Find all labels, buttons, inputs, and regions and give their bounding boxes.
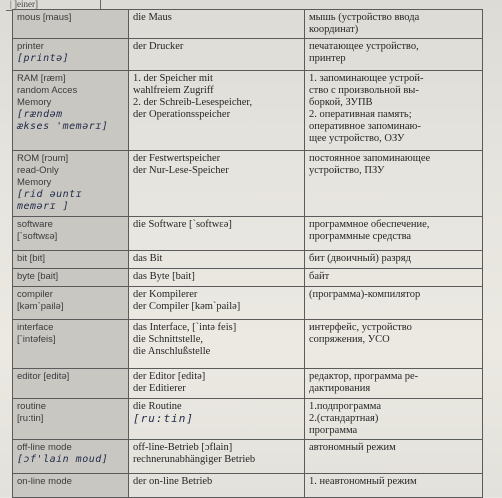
russian-text: 1.подпрограмма <box>309 401 381 412</box>
russian-text: координат) <box>309 24 359 35</box>
term-text: RAM [ræm] <box>17 73 66 84</box>
german-cell <box>129 440 305 474</box>
term-text: printer <box>17 41 44 52</box>
handwritten-transcription: [ɔf'lain moud] <box>17 454 109 465</box>
russian-cell <box>305 399 483 440</box>
russian-text: (программа)-компилятор <box>309 289 421 300</box>
russian-cell <box>305 474 483 498</box>
russian-cell <box>305 287 483 320</box>
handwritten-transcription: memərɪ ] <box>17 201 70 212</box>
table-row <box>13 440 483 474</box>
term-cell <box>13 440 129 474</box>
german-text: der Compiler [kəm`pailə] <box>133 301 241 312</box>
table-row <box>13 399 483 440</box>
term-text: Memory <box>17 177 52 188</box>
term-text: Memory <box>17 97 52 108</box>
handwritten-transcription: [rændəm <box>17 109 63 120</box>
german-text: off-line-Betrieb [ɔflain] <box>133 442 233 453</box>
russian-text: бит (двоичный) разряд <box>309 253 411 264</box>
german-cell <box>129 151 305 217</box>
german-cell <box>129 287 305 320</box>
table-row <box>13 369 483 399</box>
term-cell <box>13 269 129 287</box>
german-cell <box>129 320 305 369</box>
russian-text: печатающее устройство, <box>309 41 419 52</box>
term-text: editor [editə] <box>17 371 70 382</box>
russian-text: мышь (устройство ввода <box>309 12 420 23</box>
table-row <box>13 287 483 320</box>
russian-text: 2.(стандартная) <box>309 413 379 424</box>
russian-text: программные средства <box>309 231 412 242</box>
russian-text: постоянное запоминающее <box>309 153 431 164</box>
german-cell <box>129 474 305 498</box>
russian-cell <box>305 71 483 151</box>
table-row <box>13 151 483 217</box>
german-cell <box>129 71 305 151</box>
german-text: die Anschlußstelle <box>133 346 211 357</box>
term-text: off-line mode <box>17 442 72 453</box>
german-text: der Editierer <box>133 383 186 394</box>
german-cell <box>129 399 305 440</box>
russian-cell <box>305 151 483 217</box>
russian-cell <box>305 251 483 269</box>
term-cell <box>13 217 129 251</box>
term-cell <box>13 287 129 320</box>
russian-cell <box>305 269 483 287</box>
russian-cell <box>305 320 483 369</box>
table-row <box>13 39 483 71</box>
russian-cell <box>305 10 483 39</box>
term-cell <box>13 399 129 440</box>
term-text: ROM [rɔum] <box>17 153 69 164</box>
table-row <box>13 251 483 269</box>
term-cell <box>13 10 129 39</box>
german-cell <box>129 369 305 399</box>
table-row <box>13 217 483 251</box>
russian-text: ство с произвольной вы- <box>309 85 419 96</box>
term-text: [kəm`pailə] <box>17 301 64 312</box>
term-text: [`intəfeis] <box>17 334 56 345</box>
russian-text: 1. неавтономный режим <box>309 476 417 487</box>
german-text: die Schnittstelle, <box>133 334 203 345</box>
german-text: rechnerunabhängiger Betrieb <box>133 454 256 465</box>
german-text: der Kompilerer <box>133 289 198 300</box>
term-cell <box>13 39 129 71</box>
table-row <box>13 269 483 287</box>
russian-text: интерфейс, устройство <box>309 322 412 333</box>
handwritten-transcription: [ru:tin] <box>133 412 194 425</box>
russian-text: программа <box>309 425 358 436</box>
term-cell <box>13 369 129 399</box>
term-text: mous [maus] <box>17 12 72 23</box>
german-text: 1. der Speicher mit <box>133 73 213 84</box>
russian-text: оперативное запоминаю- <box>309 121 421 132</box>
handwritten-transcription: [printə] <box>17 53 70 64</box>
german-text: der Editor [editə] <box>133 371 206 382</box>
table-row <box>13 71 483 151</box>
german-cell <box>129 10 305 39</box>
german-cell <box>129 251 305 269</box>
term-text: bit [bit] <box>17 253 45 264</box>
german-text: 2. der Schreib-Lesespeicher, <box>133 97 253 108</box>
russian-text: 1. запоминающее устрой- <box>309 73 424 84</box>
russian-text: устройство, ПЗУ <box>309 165 385 176</box>
german-text: der Nur-Lese-Speicher <box>133 165 229 176</box>
handwritten-transcription: ækses 'memərɪ] <box>17 121 109 132</box>
russian-text: щее устройство, ОЗУ <box>309 133 405 144</box>
term-cell <box>13 71 129 151</box>
table-row <box>13 10 483 39</box>
term-cell <box>13 251 129 269</box>
russian-cell <box>305 217 483 251</box>
russian-text: боркой, ЗУПВ <box>309 97 373 108</box>
russian-cell <box>305 440 483 474</box>
german-text: der on-line Betrieb <box>133 476 213 487</box>
german-text: das Byte [bait] <box>133 271 195 282</box>
term-cell <box>13 474 129 498</box>
german-cell <box>129 269 305 287</box>
russian-text: байт <box>309 271 330 282</box>
german-text: das Bit <box>133 253 163 264</box>
russian-cell <box>305 369 483 399</box>
term-text: byte [bait] <box>17 271 59 282</box>
german-text: das Interface, [`intə feis] <box>133 322 237 333</box>
german-text: der Operationsspeicher <box>133 109 231 120</box>
russian-text: сопряжения, УСО <box>309 334 390 345</box>
term-text: read-Only <box>17 165 59 176</box>
german-cell <box>129 217 305 251</box>
handwritten-transcription: [rid əuntɪ <box>17 189 83 200</box>
german-text: der Drucker <box>133 41 184 52</box>
table-row <box>13 474 483 498</box>
german-text: der Festwertspeicher <box>133 153 221 164</box>
term-text: [ru:tin] <box>17 413 44 424</box>
term-text: compiler <box>17 289 53 300</box>
top-fragment: | ]einer] <box>6 0 101 11</box>
table-row <box>13 320 483 369</box>
russian-text: редактор, программа ре- <box>309 371 419 382</box>
term-cell <box>13 320 129 369</box>
term-text: [`softwɛə] <box>17 231 58 242</box>
russian-text: принтер <box>309 53 346 64</box>
term-text: routine <box>17 401 47 412</box>
russian-cell <box>305 39 483 71</box>
term-text: software <box>17 219 53 230</box>
german-text: die Routine <box>133 401 182 412</box>
russian-text: автономный режим <box>309 442 396 453</box>
russian-text: программное обеспечение, <box>309 219 430 230</box>
term-text: random Acces <box>17 85 78 96</box>
german-text: wahlfreiem Zugriff <box>133 85 214 96</box>
russian-text: 2. оперативная память; <box>309 109 412 120</box>
term-cell <box>13 151 129 217</box>
glossary-table <box>12 9 483 498</box>
term-text: interface <box>17 322 54 333</box>
german-text: die Maus <box>133 12 172 23</box>
term-text: on-line mode <box>17 476 72 487</box>
russian-text: дактирования <box>309 383 371 394</box>
german-text: die Software [`softwɛə] <box>133 219 232 230</box>
german-cell <box>129 39 305 71</box>
